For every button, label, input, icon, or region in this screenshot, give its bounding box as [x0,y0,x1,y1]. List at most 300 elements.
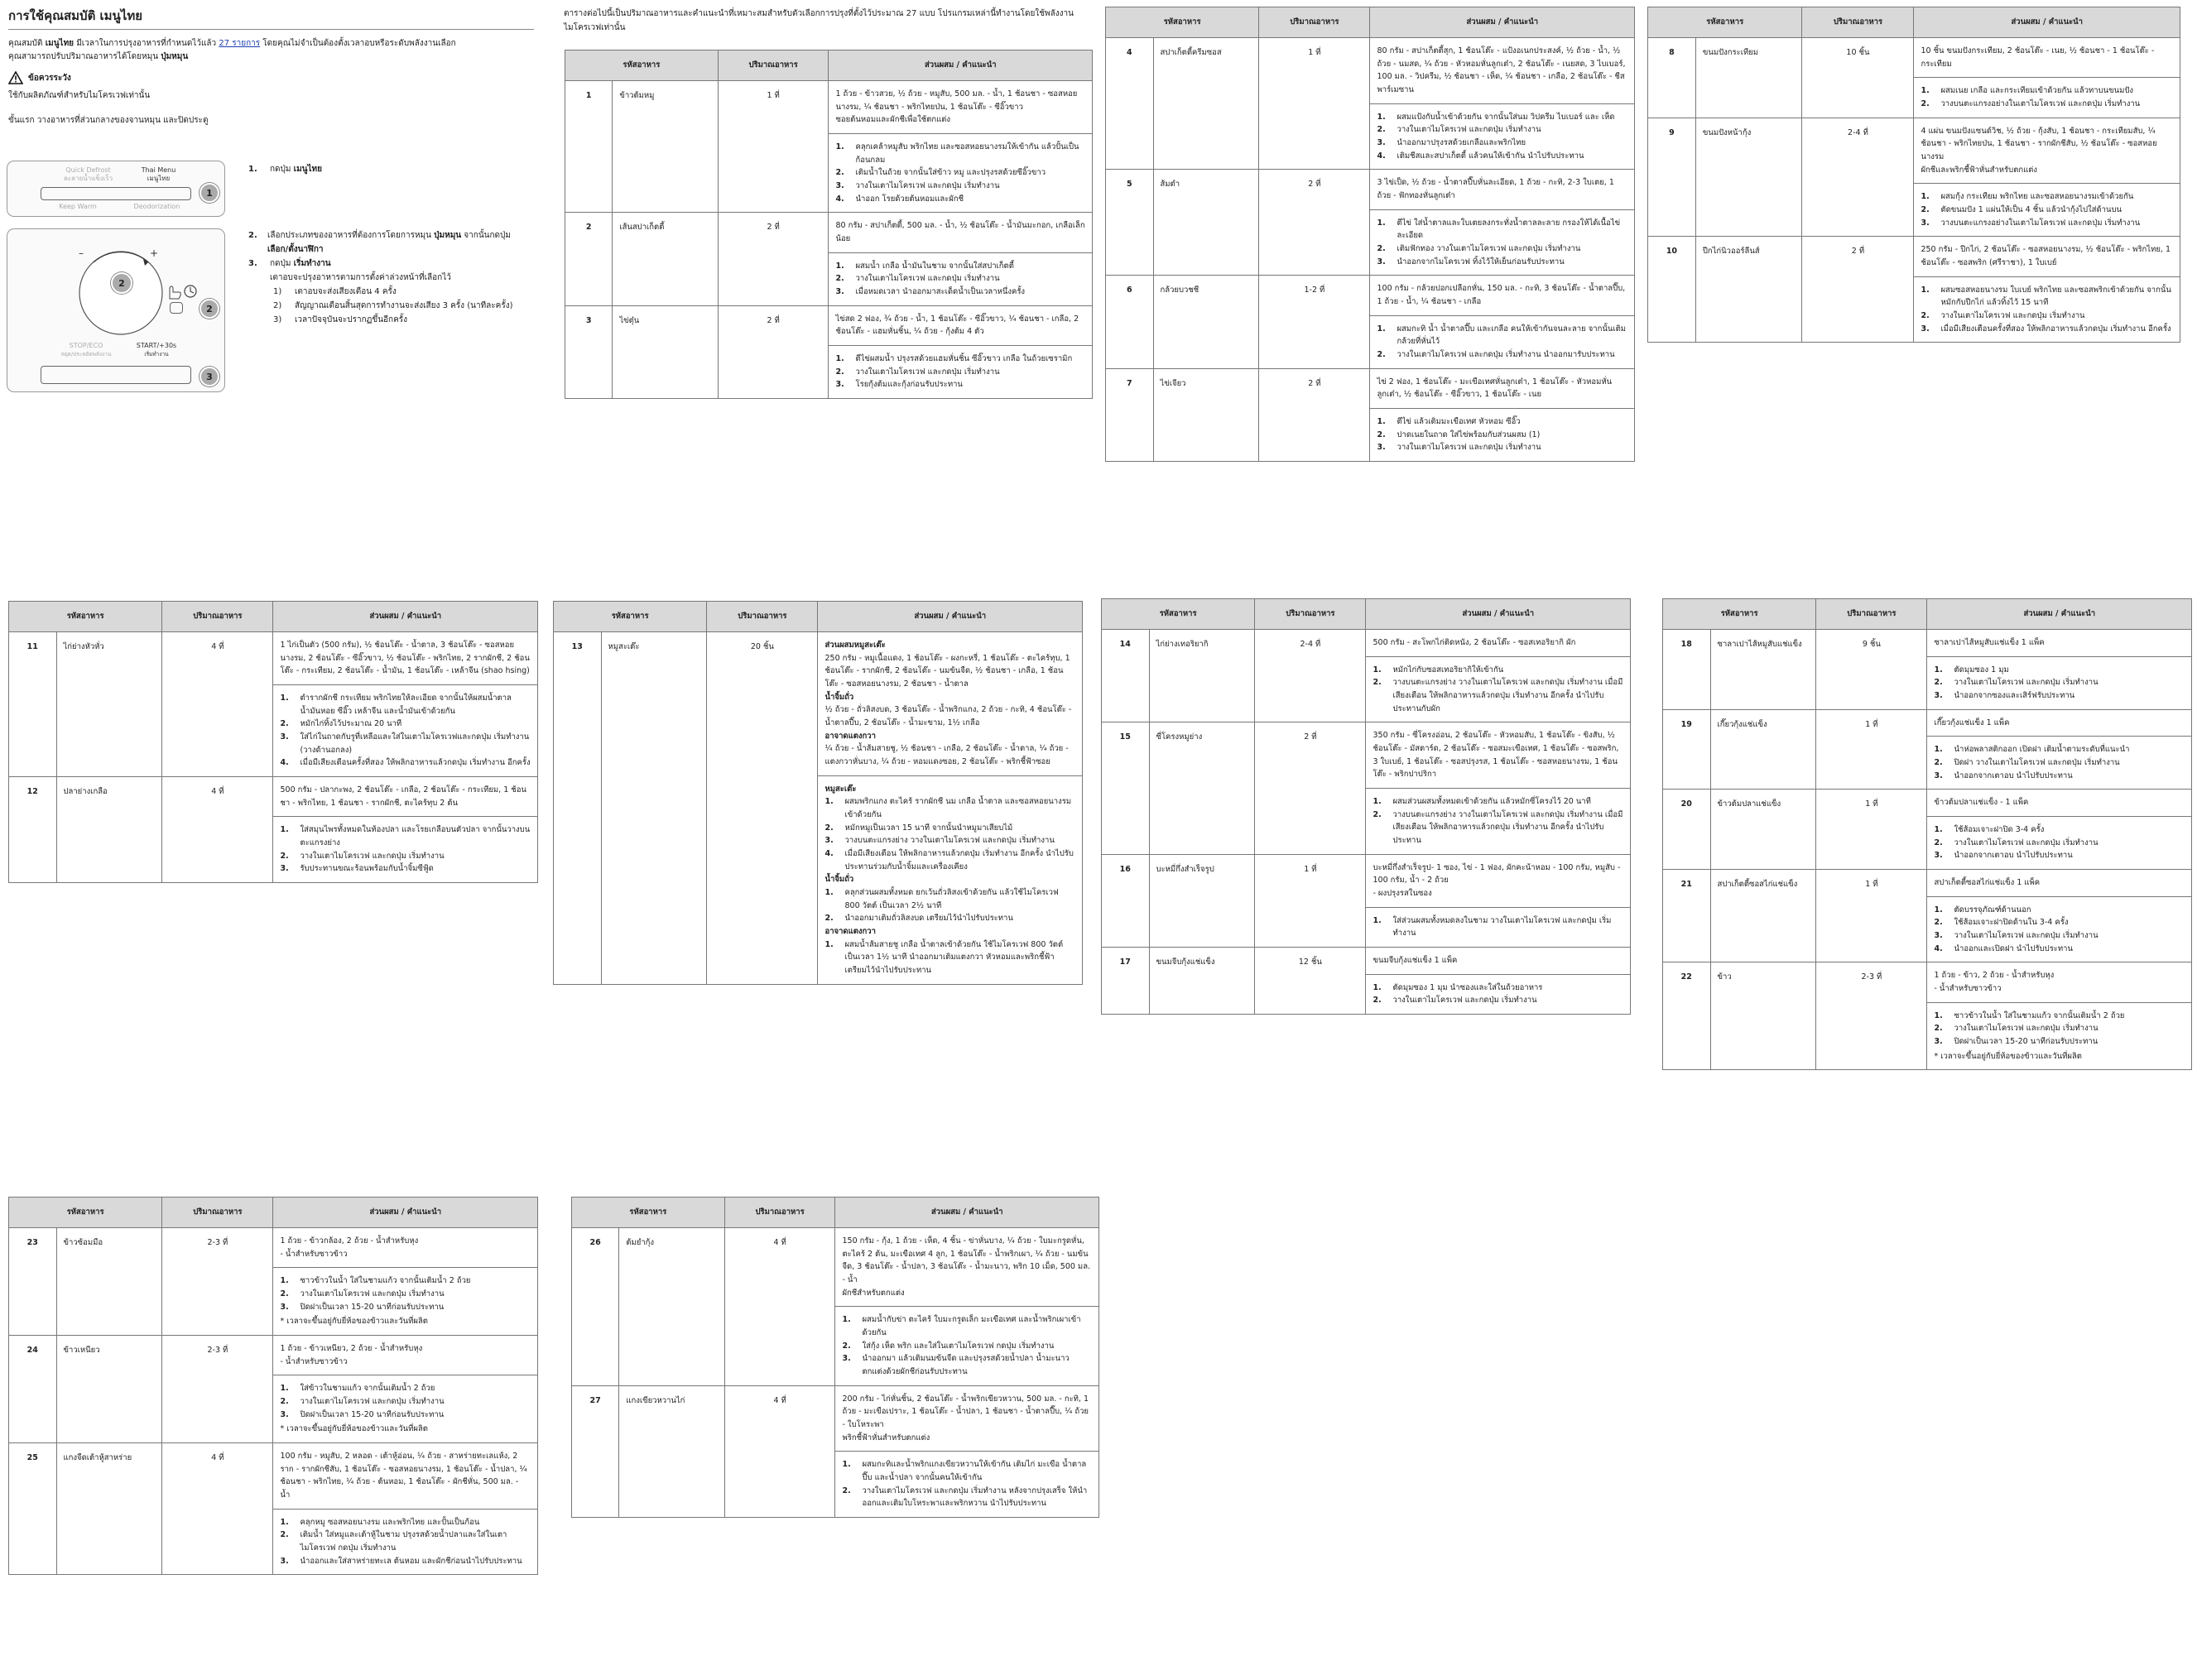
section-heading: น้ำจิ้มถั่ว [824,875,854,885]
menu-name: ข้าว [1710,962,1816,1070]
table-row [565,305,1093,345]
menu-ingredients [273,777,538,817]
instruction-list [1377,323,1627,362]
instruction-list [1934,664,2185,703]
instruction-step: 1. ใส่สมุนไพรทั้งหมดในท้องปลา และโรยเกลือบนตัวปลา จากนั้นวางบนตะแกรงย่าง [280,825,531,848]
menu-code: 22 [1663,962,1711,1070]
menu-ingredients [835,1385,1099,1452]
header-code: รหัสอาหาร [1663,599,1816,630]
header-ingredients: ส่วนผสม / คำแนะนำ [1914,7,2180,38]
menu-code: 27 [572,1385,619,1517]
menu-code: 17 [1102,948,1150,1015]
menu-table-5 [553,601,1083,985]
menu-quantity: 1 ที่ [1816,870,1927,962]
instruction-step: 3. ใส่ไก่ในถาดกับรูที่เหลือและใส่ในเตาไมโครเวฟและกดปุ่ม เริ่มทำงาน (วางด้านอกลง) [280,732,530,755]
menu-ingredients [829,81,1093,134]
intro-paragraph: คุณสมบัติ เมนูไทย มีเวลาในการปรุงอาหารที่กำหนดไว้แล้ว 27 รายการ โดยคุณไม่จำเป็นต้องตั้งเวลาอบหรือระดับพลังงานเลือก คุณสามารถปรับปริมาณอาหารได้โดยหมุน ปุ่มหมุน [8,39,456,61]
instruction-step: 2. หมักไก่ทิ้งไว้ประมาณ 20 นาที [280,719,402,729]
instruction-list [835,353,1085,391]
menu-ingredients [273,1336,538,1375]
instruction-step: 2. หมักหมูเป็นเวลา 15 นาที จากนั้นนำหมูมาเสียบไม้ [824,823,1013,833]
table-row [1663,870,2192,897]
instruction-list [842,1313,1092,1378]
ingredient-text: 4 แผ่น ขนมปังแซนด์วิช, ½ ถ้วย - กุ้งสับ, 1 ช้อนชา - กระเทียมสับ, ¼ ช้อนชา - พริกไทยป่น, 1 ช้อนชา - รากผักชีสับ, ½ ช้อนโต๊ะ - ซอสหอยนางรม [1921,126,2157,162]
instruction-list [1373,914,1623,940]
instruction-step: 1. ผสมเนย เกลือ และกระเทียมเข้าด้วยกัน แล้วทาบนขนมปัง [1921,86,2134,96]
ingredient-text: เกี๊ยวกุ้งแช่แข็ง 1 แพ็ค [1934,718,2010,727]
instruction-list [1934,904,2185,956]
menu-instructions [1927,737,2192,790]
ingredient-text: - ผงปรุงรสในซอง [1373,889,1432,899]
menu-name: แกงจืดเต้าหู้สาหร่าย [56,1443,162,1575]
ingredient-text: ข้าวต้มปลาแช่แข็ง - 1 แพ็ค [1934,798,2029,808]
menu-name: ขนมปังหน้ากุ้ง [1695,118,1802,237]
deodorization-label: Deodorization [133,203,180,210]
menu-code: 13 [554,632,602,985]
menu-ingredients [1914,118,2180,184]
menu-quantity: 2-4 ที่ [1255,630,1366,722]
instruction-step: 1. ผสมพริกแกง ตะไคร้ รากผักชี นม เกลือ น้ำตาล และซอสหอยนางรมเข้าด้วยกัน [824,797,1072,820]
menu-name: แกงเขียวหวานไก่ [619,1385,724,1517]
menu-ingredients [273,1228,538,1268]
ingredient-text: ½ ถ้วย - ถั่วลิสงบด, 3 ช้อนโต๊ะ - น้ำพริกแกง, 2 ถ้วย - กะทิ, 4 ช้อนโต๊ะ - น้ำตาลปี๊บ, 2 ช้อนโต๊ะ - น้ำมะขาม, 1½ เกลือ [824,705,1072,728]
menu-instructions [1927,1002,2192,1070]
control-panel-menu: Quick Defrost ละลายน้ำแข็งเร็ว Thai Menu เมนูไทย Keep Warm Deodorization 1 [7,161,225,217]
instruction-step: 2. วางในเตาไมโครเวฟ และกดปุ่ม เริ่มทำงาน [280,1289,445,1299]
table-header-row [9,1198,538,1228]
menu-ingredients [1927,709,2192,737]
menu-quantity: 4 ที่ [724,1385,835,1517]
menu-quantity: 2-4 ที่ [1802,118,1914,237]
instruction-step: 2. วางในเตาไมโครเวฟ และกดปุ่ม เริ่มทำงาน [280,851,445,861]
menu-code: 23 [9,1228,57,1336]
ingredient-text: ซอยต้นหอมและผักชีเพื่อใช้ตกแต่ง [835,115,951,125]
instruction-step: 2. วางในเตาไมโครเวฟ และกดปุ่ม เริ่มทำงาน [1377,125,1541,135]
page-title: การใช้คุณสมบัติ เมนูไทย [8,7,534,30]
instruction-list [1934,1010,2185,1049]
menu-name: ซาลาเปาไส้หมูสับแช่แข็ง [1710,630,1816,710]
instruction-step: 3. ปิดฝาเป็นเวลา 15-20 นาทีก่อนรับประทาน [280,1409,445,1419]
header-ingredients: ส่วนผสม / คำแนะนำ [835,1198,1099,1228]
instruction-list [1934,823,2185,862]
instruction-step: 3. นำออกมา แล้วเติมนมข้นจืด และปรุงรสด้วยน้ำปลา น้ำมะนาว ตกแต่งด้วยผักชีก่อนรับประทาน [842,1354,1070,1377]
menu-code: 8 [1648,38,1696,118]
menu-ingredients [1370,170,1635,209]
menu-instructions [1366,656,1631,722]
instruction-step: 3. นำออกจากไมโครเวฟ ทิ้งไว้ให้เย็นก่อนรับประทาน [1377,257,1565,266]
menu-quantity: 1-2 ที่ [1259,276,1370,368]
instruction-step: 1. ผสมน้ำกับข่า ตะไคร้ ใบมะกรูดเล็ก มะเขือเทศ และน้ำพริกเผาเข้าด้วยกัน [842,1315,1081,1338]
instruction-step: 2. นำออกมาเติมถั่วลิสงบด เตรียมไว้นำไปรับประทาน [824,914,1013,924]
ingredient-text: ไข่ 2 ฟอง, 1 ช้อนโต๊ะ - มะเขือเทศหั่นลูกเต๋า, 1 ช้อนโต๊ะ - หัวหอมหั่นลูกเต๋า, ½ ช้อนโต๊ะ - ซีอิ๊วขาว, 1 ช้อนโต๊ะ - เนย [1377,377,1613,400]
menu-quantity: 2-3 ที่ [162,1336,273,1443]
menu-name: สปาเก็ตตี้ครีมซอส [1153,38,1259,170]
table-row [9,777,538,817]
table-row [1106,368,1635,408]
table-row [1106,276,1635,315]
menu-ingredients [1366,948,1631,975]
table-row [9,1443,538,1510]
menu-code: 25 [9,1443,57,1575]
instruction-step: 3. วางในเตาไมโครเวฟ และกดปุ่ม เริ่มทำงาน [1377,443,1541,453]
menu-instructions [273,1509,538,1575]
instruction-step: 2. เติมฟักทอง วางในเตาไมโครเวฟ และกดปุ่ม เริ่มทำงาน [1377,244,1581,254]
instruction-list [835,260,1085,299]
menu-name: ซี่โครงหมูย่าง [1149,722,1255,854]
instruction-step: 1. ผสมน้ำส้มสายชู เกลือ น้ำตาลเข้าด้วยกัน ใช้ไมโครเวฟ 800 วัตต์ เป็นเวลา 1½ นาที นำออกมาเติมแตงกวา หัวหอมและพริกชี้ฟ้า เตรียมไว้นำไปรับประทาน [824,939,1064,976]
table-row [1663,962,2192,1002]
menu-code: 16 [1102,854,1150,947]
instruction-step: 1. ซาวข้าวในน้ำ ใส่ในชามแก้ว จากนั้นเติมน้ำ 2 ถ้วย [280,1276,471,1286]
menu-instructions [1927,896,2192,962]
table-row [1648,38,2180,78]
instruction-list [1377,217,1627,269]
header-code: รหัสอาหาร [1106,7,1259,38]
table-row [9,1228,538,1268]
control-panel-dial: – + 2 2 STOP/ECO หยุด/ประหยัดพลังงาน START/+30s เริ่มทำงาน 3 [7,228,225,392]
menu-code: 4 [1106,38,1154,170]
menu-instructions [1370,209,1635,276]
menu-code: 20 [1663,790,1711,870]
header-ingredients: ส่วนผสม / คำแนะนำ [1370,7,1635,38]
menu-name: ข้าวต้มปลาแช่แข็ง [1710,790,1816,870]
instruction-list [824,938,1075,977]
instruction-step: 1. ตัดมุมซอง 1 มุม [1934,665,2009,674]
instruction-list [280,692,531,770]
menu-ingredients [1370,276,1635,315]
instruction-step: 1. ใส่ส่วนผสมทั้งหมดลงในชาม วางในเตาไมโครเวฟ และกดปุ่ม เริ่มทำงาน [1373,915,1612,938]
instruction-list [280,1274,531,1313]
menu-quantity: 4 ที่ [162,632,273,777]
instruction-step: 1. ผสมกะทิ น้ำ น้ำตาลปี๊บ และเกลือ คนให้เข้ากันจนละลาย จากนั้นเติมกล้วยที่หั่นไว้ [1377,324,1627,347]
menu-quantity: 9 ชิ้น [1816,630,1927,710]
instruction-step: 3. เมื่อมีเสียงเตือนครั้งที่สอง ให้พลิกอาหารแล้วกดปุ่ม เริ่มทำงาน อีกครั้ง [1921,324,2171,334]
header-code: รหัสอาหาร [565,50,719,81]
header-ingredients: ส่วนผสม / คำแนะนำ [273,1198,538,1228]
instruction-step: 2. เติมน้ำ ใส่หมูและเต้าหู้ในชาม ปรุงรสด้วยน้ำปลาและใส่ในเตาไมโครเวฟ กดปุ่ม เริ่มทำงาน [280,1530,507,1553]
instruction-step: 1. ตัดบรรจุภัณฑ์ด้านนอก [1934,905,2031,914]
table-row [9,1336,538,1375]
header-ingredients: ส่วนผสม / คำแนะนำ [829,50,1093,81]
instruction-step: 2. วางในเตาไมโครเวฟ และกดปุ่ม เริ่มทำงาน [1934,678,2098,688]
menu-code: 15 [1102,722,1150,854]
menu-code: 21 [1663,870,1711,962]
ingredient-text: 500 กรัม - ปลากะพง, 2 ช้อนโต๊ะ - เกลือ, 2 ช้อนโต๊ะ - กระเทียม, 1 ช้อนชา - พริกไทย, 1 ช้อนชา - รากผักชี, ตะไคร้ทุบ 2 ต้น [280,785,526,808]
menu-quantity: 4 ที่ [162,777,273,883]
menu-instructions [1370,103,1635,170]
first-step-text: ขั้นแรก วางอาหารที่ส่วนกลางของจานหมุน และปิดประตู [8,115,209,125]
menu-code: 14 [1102,630,1150,722]
menu-name: ขนมปังกระเทียม [1695,38,1802,118]
header-code: รหัสอาหาร [9,602,162,632]
menu-instructions [1366,907,1631,947]
menu-quantity: 12 ชิ้น [1255,948,1366,1015]
menu-code: 3 [565,305,613,398]
table-row [9,632,538,685]
menu-instructions [1927,817,2192,870]
instruction-list [835,141,1085,205]
step-3-badge: 3 [200,367,219,386]
instruction-list [280,1382,531,1421]
instruction-step: 1. ผสมส่วนผสมทั้งหมดเข้าด้วยกัน แล้วหมักซี่โครงไว้ 20 นาที [1373,797,1591,807]
ingredient-text: 1 ไก่เป็นตัว (500 กรัม), ½ ช้อนโต๊ะ - น้ำตาล, 3 ช้อนโต๊ะ - ซอสหอยนางรม, 2 ช้อนโต๊ะ - ซีอิ๊วขาว, ½ ช้อนโต๊ะ - พริกไทย, 2 รากผักชี, 2 ช้อนโต๊ะ - กระเทียม, 2 ช้อนโต๊ะ - น้ำมัน, 1 ช้อนโต๊ะ - เหล้าจีน (shao hsing) [280,641,530,676]
table-header-row [1663,599,2192,630]
menu-code: 10 [1648,237,1696,343]
select-set-button[interactable] [170,302,183,314]
instruction-list [1921,284,2173,336]
menu-instructions [1927,656,2192,709]
header-qty: ปริมาณอาหาร [1255,599,1366,630]
table-row [1102,630,1631,657]
header-qty: ปริมาณอาหาร [707,602,818,632]
table-header-row [1102,599,1631,630]
menu-instructions [1370,409,1635,462]
instruction-step: 3. โรยกุ้งต้มและกุ้งก่อนรับประทาน [835,380,963,390]
table-row [572,1385,1099,1452]
menu-ingredients [1366,722,1631,789]
instruction-step: 1. หมักไก่กับซอสเทอริยากิให้เข้ากัน [1373,665,1504,674]
section-heading: อาจาดแตงกวา [824,927,876,937]
table-row [1648,118,2180,184]
ingredient-text: 350 กรัม - ซี่โครงอ่อน, 2 ช้อนโต๊ะ - หัวหอมสับ, 1 ช้อนโต๊ะ - ขิงสับ, ½ ช้อนโต๊ะ - มัสตาร์ด, 2 ช้อนโต๊ะ - ซอสมะเขือเทศ, 1 ช้อนโต๊ะ - ซอสพริก, 3 ใบเบย์, 1 ช้อนโต๊ะ - ซอสปรุงรส, 1 ช้อนโต๊ะ - ซอสหอยนางรม, 1 ช้อนโต๊ะ - พริกปาปริกา [1373,731,1619,780]
ingredient-text: 250 กรัม - หมูเนื้อแดง, 1 ช้อนโต๊ะ - ผงกะหรี่, 1 ช้อนโต๊ะ - ตะไคร้ทุบ, 1 ช้อนโต๊ะ - รากผักชี, 2 ช้อนโต๊ะ - นมข้นจืด, ½ ช้อนชา - เกลือ, 1 ช้อนโต๊ะ - ซอสหอยนางรม, 2 ช้อนชา - น้ำตาล [824,653,1070,689]
instruction-step: 2. เติมน้ำในถ้วย จากนั้นใส่ข้าว หมู และปรุงรสด้วยซีอิ๊วขาว [835,168,1046,178]
menu-instructions [1366,974,1631,1014]
menu-table-4 [8,601,538,883]
menu-table-7 [1662,598,2192,1070]
menu-code: 11 [9,632,57,777]
ingredient-text: 100 กรัม - หมูสับ, 2 หลอด - เต้าหู้อ่อน, ¼ ถ้วย - สาหร่ายทะเลแห้ง, 2 ราก - รากผักชีสับ, 1 ช้อนโต๊ะ - ซอสหอยนางรม, 1 ช้อนโต๊ะ - น้ำปลา, ¼ ช้อนชา - พริกไทย, ¼ ถ้วย - ต้นหอม, 1 ช้อนโต๊ะ - ผักชีหั่น, 500 มล. - น้ำ [280,1452,527,1500]
ingredient-text: สปาเก็ตตี้ซอสไก่แช่แข็ง 1 แพ็ค [1934,878,2041,888]
menu-ingredients [1366,630,1631,657]
menu-table-2 [1105,7,1635,462]
instruction-step: 1. นำห่อพลาสติกออก เปิดฝา เติมน้ำตามระดับที่แนะนำ [1934,745,2130,755]
menu-name: สปาเก็ตตี้ซอสไก่แช่แข็ง [1710,870,1816,962]
menu-name: ปลาย่างเกลือ [56,777,162,883]
menu-instructions [273,685,538,777]
menu-ingredients [1914,38,2180,78]
step-2-3: 2. เลือกประเภทของอาหารที่ต้องการโดยการหมุน ปุ่มหมุน จากนั้นกดปุ่ม เลือก/ตั้งนาฬิกา 3. กดปุ่ม เริ่มทำงาน เตาอบจะปรุงอาหารตามการตั้งค่าล่วงหน้าที่เลือกไว้ 1) เตาอบจะส่งเสียงเตือน 4 ครั้ง 2) สัญญาณเตือนสิ้นสุดการทำงานจะส่งเสียง 3 ครั้ง (นาทีละครั้ง) 3) เวลาปัจจุบันจะปรากฏขึ้นอีกครั้ง [248,228,534,327]
menu-ingredients [835,1228,1099,1307]
menu-name: กล้วยบวชชี [1153,276,1259,368]
menu-code: 26 [572,1228,619,1386]
section-heading: หมูสะเต๊ะ [824,784,857,794]
header-ingredients: ส่วนผสม / คำแนะนำ [818,602,1083,632]
menu-ingredients [1366,854,1631,907]
table-row [1663,709,2192,737]
thai-menu-button[interactable] [41,187,191,200]
header-code: รหัสอาหาร [1648,7,1802,38]
menu-instructions [1914,78,2180,118]
menu-name: บะหมี่กึ่งสำเร็จรูป [1149,854,1255,947]
menu-ingredients [829,305,1093,345]
ingredient-text: 250 กรัม - ปีกไก่, 2 ช้อนโต๊ะ - ซอสหอยนางรม, ½ ช้อนโต๊ะ - พริกไทย, 1 ช้อนโต๊ะ - ซอสพริก (ศรีราชา), 1 ใบเบย์ [1921,245,2171,268]
instruction-step: 3. นำออกจากเตาอบ นำไปรับประทาน [1934,851,2073,861]
table-row [565,81,1093,134]
instruction-step: 3. นำออกจากเตาอบ นำไปรับประทาน [1934,770,2073,780]
header-ingredients: ส่วนผสม / คำแนะนำ [273,602,538,632]
instruction-step: 3. เมื่อหมดเวลา นำออกมาสะเด็ดน้ำเป็นเวลาหนึ่งครั้ง [835,287,1026,297]
table-row [1663,630,2192,657]
menu-instructions [273,1375,538,1443]
keep-warm-label: Keep Warm [59,203,97,210]
ingredient-text: 80 กรัม - สปาเก็ตตี้สุก, 1 ช้อนโต๊ะ - แป้งอเนกประสงค์, ½ ถ้วย - น้ำ, ½ ถ้วย - นมสด, ¼ ถ้วย - หัวหอมหั่นลูกเต๋า, 2 ช้อนโต๊ะ - เนยสด, 3 ไบเบอร์, 100 มล. - วิปครีม, ½ ช้อนชา - เห็ด, ¼ ช้อนชา - เกลือ, 2 ช้อนโต๊ะ - ชีสพาร์เมซาน [1377,46,1626,95]
ingredient-text: ¼ ถ้วย - น้ำส้มสายชู, ½ ช้อนชา - เกลือ, 2 ช้อนโต๊ะ - น้ำตาล, ¼ ถ้วย - แตงกวาหั่นบาง, ¼ ถ้วย - หอมแดงซอย, 2 ช้อนโต๊ะ - พริกชี้ฟ้าซอย [824,744,1069,767]
menu-name: ข้าวซ้อมมือ [56,1228,162,1336]
menu-ingredients [1370,368,1635,408]
instruction-step: 3. รับประทานขณะร้อนพร้อมกับน้ำจิ้มซีฟู้ด [280,864,434,874]
menu-ingredients [273,632,538,685]
instruction-step: 1. ตีไข่ ใส่น้ำตาลและใบเตยลงกระทั่งน้ำตาลละลาย กรองให้ได้เนื้อไข่ละเอียด [1377,218,1621,241]
menu-code: 24 [9,1336,57,1443]
ingredient-text: 80 กรัม - สปาเก็ตตี้, 500 มล. - น้ำ, ½ ช้อนโต๊ะ - น้ำมันมะกอก, เกลือเล็กน้อย [835,221,1085,244]
instruction-list [1921,190,2173,229]
menu-instructions [829,346,1093,399]
instruction-step: 2. วางในเตาไมโครเวฟ และกดปุ่ม เริ่มทำงาน [1921,311,2085,321]
header-ingredients: ส่วนผสม / คำแนะนำ [1927,599,2192,630]
menu-instructions [835,1452,1099,1518]
intro-section [8,7,534,127]
table-row [1106,170,1635,209]
table-row [565,213,1093,252]
table-header-row [9,602,538,632]
menu-name: ต้มยำกุ้ง [619,1228,724,1386]
menu-code: 19 [1663,709,1711,790]
instruction-step: 2. ปาดเนยในถาด ใส่ไข่พร้อมกับส่วนผสม (1) [1377,430,1541,439]
ingredient-text: 1 ถ้วย - ข้าว, 2 ถ้วย - น้ำสำหรับหุง [1934,971,2055,981]
table-row [1102,948,1631,975]
table-row [1102,854,1631,907]
ingredient-text: ขนมจีบกุ้งแช่แข็ง 1 แพ็ค [1373,956,1458,966]
ingredient-text: - น้ำสำหรับซาวข้าว [280,1249,348,1259]
instruction-step: 4. เติมชีสและสปาเก็ตตี้ แล้วคนให้เข้ากัน นำไปรับประทาน [1377,151,1584,161]
instruction-step: 2. วางในเตาไมโครเวฟ และกดปุ่ม เริ่มทำงาน [835,367,1000,377]
instruction-step: 1. ผสมกะทิและน้ำพริกแกงเขียวหวานให้เข้ากัน เติมไก่ มะเขือ น้ำตาลปี๊บ และน้ำปลา จากนั้นคนให้เข้ากัน [842,1460,1087,1483]
menu-instructions [273,817,538,883]
menu-quantity: 2-3 ที่ [162,1228,273,1336]
clock-icon [183,284,198,299]
menu-quantity: 4 ที่ [162,1443,273,1575]
header-code: รหัสอาหาร [1102,599,1255,630]
table-header-row [572,1198,1099,1228]
menu-ingredients [273,1443,538,1510]
menu-ingredients [818,632,1083,776]
menu-ingredients [829,213,1093,252]
menu-quantity: 2 ที่ [718,305,829,398]
instruction-step: 1. ตำรากผักชี กระเทียม พริกไทยให้ละเอียด จากนั้นให้ผสมน้ำตาล น้ำมันหอย ซีอิ๊ว เหล้าจีน และน้ำมันเข้าด้วยกัน [280,694,512,716]
section-heading: น้ำจิ้มถั่ว [824,692,854,702]
instruction-step: 3. วางในเตาไมโครเวฟ และกดปุ่ม เริ่มทำงาน [835,181,1000,191]
instruction-step: 1. ตีไข่ แล้วเติมมะเขือเทศ หัวหอม ซีอิ๊ว [1377,417,1521,427]
instruction-list [1921,84,2173,110]
table-row [554,632,1083,776]
menu-table-9 [571,1197,1099,1518]
menu-name: ไก่ย่างเทอริยากิ [1149,630,1255,722]
instruction-step: 4. นำออก โรยด้วยต้นหอมและผักชี [835,194,964,204]
menu-quantity: 10 ชิ้น [1802,38,1914,118]
menu-instructions [1370,315,1635,368]
instruction-step: 1. ซาวข้าวในน้ำ ใส่ในชามแก้ว จากนั้นเติมน้ำ 2 ถ้วย [1934,1010,2125,1020]
instruction-step: 2. วางในเตาไมโครเวฟ และกดปุ่ม เริ่มทำงาน [280,1397,445,1407]
instruction-step: 2. ใส่กุ้ง เห็ด พริก และใส่ในเตาไมโครเวฟ กดปุ่ม เริ่มทำงาน [842,1341,1055,1351]
instruction-step: 2. วางในเตาไมโครเวฟ และกดปุ่ม เริ่มทำงาน [835,274,1000,284]
start-button[interactable] [41,366,191,384]
instruction-step: 1. ผสมกุ้ง กระเทียม พริกไทย และซอสหอยนางรมเข้าด้วยกัน [1921,192,2134,202]
instruction-step: 1. ตัดมุมซอง 1 มุม นำซองและใส่ในถ้วยอาหาร [1373,982,1543,992]
instruction-step: 4. นำออกและเปิดฝา นำไปรับประทาน [1934,943,2073,953]
menu-quantity: 2 ที่ [1255,722,1366,854]
menu-quantity: 1 ที่ [718,81,829,213]
menu-instructions [835,1307,1099,1385]
step-3-substeps: 1) เตาอบจะส่งเสียงเตือน 4 ครั้ง 2) สัญญาณเตือนสิ้นสุดการทำงานจะส่งเสียง 3 ครั้ง (นาทีละครั้ง) 3) เวลาปัจจุบันจะปรากฏขึ้นอีกครั้ง [273,287,513,324]
ingredient-text: ผักชีสำหรับตกแต่ง [842,1288,905,1298]
header-code: รหัสอาหาร [9,1198,162,1228]
instruction-list [1377,415,1627,454]
menu-ingredients [1927,962,2192,1002]
ingredient-text: 3 ไข่เป็ด, ½ ถ้วย - น้ำตาลปี๊บหั่นละเอียด, 1 ถ้วย - กะทิ, 2-3 ใบเตย, 1 ถ้วย - ฟักทองหั่นลูกเต๋า [1377,178,1614,201]
ingredient-text: ไข่สด 2 ฟอง, ¾ ถ้วย - น้ำ, 1 ช้อนโต๊ะ - ซีอิ๊วขาว, ¼ ช้อนชา - เกลือ, 2 ช้อนโต๊ะ - แฮมหั่นชิ้น, ¼ ถ้วย - กุ้งต้ม 4 ตัว [835,314,1079,337]
ingredient-text: 1 ถ้วย - ข้าวกล้อง, 2 ถ้วย - น้ำสำหรับหุง [280,1236,419,1246]
instruction-list [1377,111,1627,163]
menu-name: ส้มตำ [1153,170,1259,276]
step-1-badge: 1 [200,183,219,203]
header-qty: ปริมาณอาหาร [162,602,273,632]
menu-ingredients [1927,630,2192,657]
section-heading: อาจาดแตงกวา [824,731,876,741]
instruction-step: 3. วางบนตะแกรงย่าง วางในเตาไมโครเวฟ และกดปุ่ม เริ่มทำงาน [824,836,1055,846]
menu-name: ข้าวต้มหมู [613,81,718,213]
recipe-count-link[interactable]: 27 รายการ [219,39,261,49]
menu-name: ข้าวเหนียว [56,1336,162,1443]
instruction-step: 1. คลุกส่วนผสมทั้งหมด ยกเว้นถั่วลิสงเข้าด้วยกัน แล้วใช้ไมโครเวฟ 800 วัตต์ เป็นเวลา 2½ นาที [824,888,1059,910]
header-qty: ปริมาณอาหาร [1802,7,1914,38]
menu-quantity: 2 ที่ [1802,237,1914,343]
menu-quantity: 4 ที่ [724,1228,835,1386]
instruction-list [1934,743,2185,782]
ingredient-text: ผักชีและพริกชี้ฟ้าหั่นสำหรับตกแต่ง [1921,165,2038,175]
ingredient-text: 500 กรัม - สะโพกไก่ติดหนัง, 2 ช้อนโต๊ะ - ซอสเทอริยากิ ผัก [1373,638,1576,647]
section-heading: ส่วนผสมหมูสะเต๊ะ [824,641,886,650]
instruction-step: 1. ใส่ข้าวในชามแก้ว จากนั้นเติมน้ำ 2 ถ้วย [280,1384,435,1394]
menu-table-3 [1647,7,2180,343]
instruction-step: 1. ผสมซอสหอยนางรม ใบเบย์ พริกไทย และซอสพริกเข้าด้วยกัน จากนั้นหมักกับปีกไก่ แล้วทิ้งไว้ 15 นาที [1921,285,2171,308]
menu-quantity: 1 ที่ [1816,790,1927,870]
menu-name: ปีกไก่นิวออร์ลีนส์ [1695,237,1802,343]
menu-code: 2 [565,213,613,305]
menu-quantity: 2 ที่ [718,213,829,305]
menu-instructions [1914,184,2180,237]
menu-code: 5 [1106,170,1154,276]
instruction-step: 4. เมื่อมีเสียงเตือน ให้พลิกอาหารแล้วกดปุ่ม เริ่มทำงาน อีกครั้ง นำไปรับประทานร่วมกับน้ำจิ้มและเครื่องเคียง [824,849,1074,871]
table-intro-note: ตารางต่อไปนี้เป็นปริมาณอาหารและคำแนะนำที่เหมาะสมสำหรับตัวเลือกการปรุงที่ตั้งไว้ประมาณ 27 แบบ โปรแกรมเหล่านี้ทำงานโดยใช้พลังงานไมโครเวฟเท่านั้น [564,9,1074,32]
header-qty: ปริมาณอาหาร [724,1198,835,1228]
instruction-step: 2. ตัดขนมปัง 1 แผ่นให้เป็น 4 ชิ้น แล้วนำกุ้งไปใส่ด้านบน [1921,205,2122,215]
caution-heading: ข้อควรระวัง [8,71,534,84]
instruction-step: 2. วางในเตาไมโครเวฟ และกดปุ่ม เริ่มทำงาน [1934,838,2098,847]
instruction-list [280,1516,531,1568]
table-header-row [565,50,1093,81]
instruction-step: 3. ปิดฝาเป็นเวลา 15-20 นาทีก่อนรับประทาน [280,1302,445,1312]
table-row [1102,722,1631,789]
menu-name: เส้นสปาเก็ตตี้ [613,213,718,305]
instruction-step: 1. ตีไข่ผสมน้ำ ปรุงรสด้วยแฮมหั่นชิ้น ซีอิ๊วขาว เกลือ ในถ้วยเซรามิก [835,354,1073,364]
warning-icon [8,71,23,84]
instruction-step: 3. วางในเตาไมโครเวฟ และกดปุ่ม เริ่มทำงาน [1934,931,2098,941]
menu-instructions [1366,789,1631,855]
instruction-step: 3. นำออกมาปรุงรสด้วยเกลือและพริกไทย [1377,138,1526,148]
table-row [1648,237,2180,276]
menu-code: 18 [1663,630,1711,710]
